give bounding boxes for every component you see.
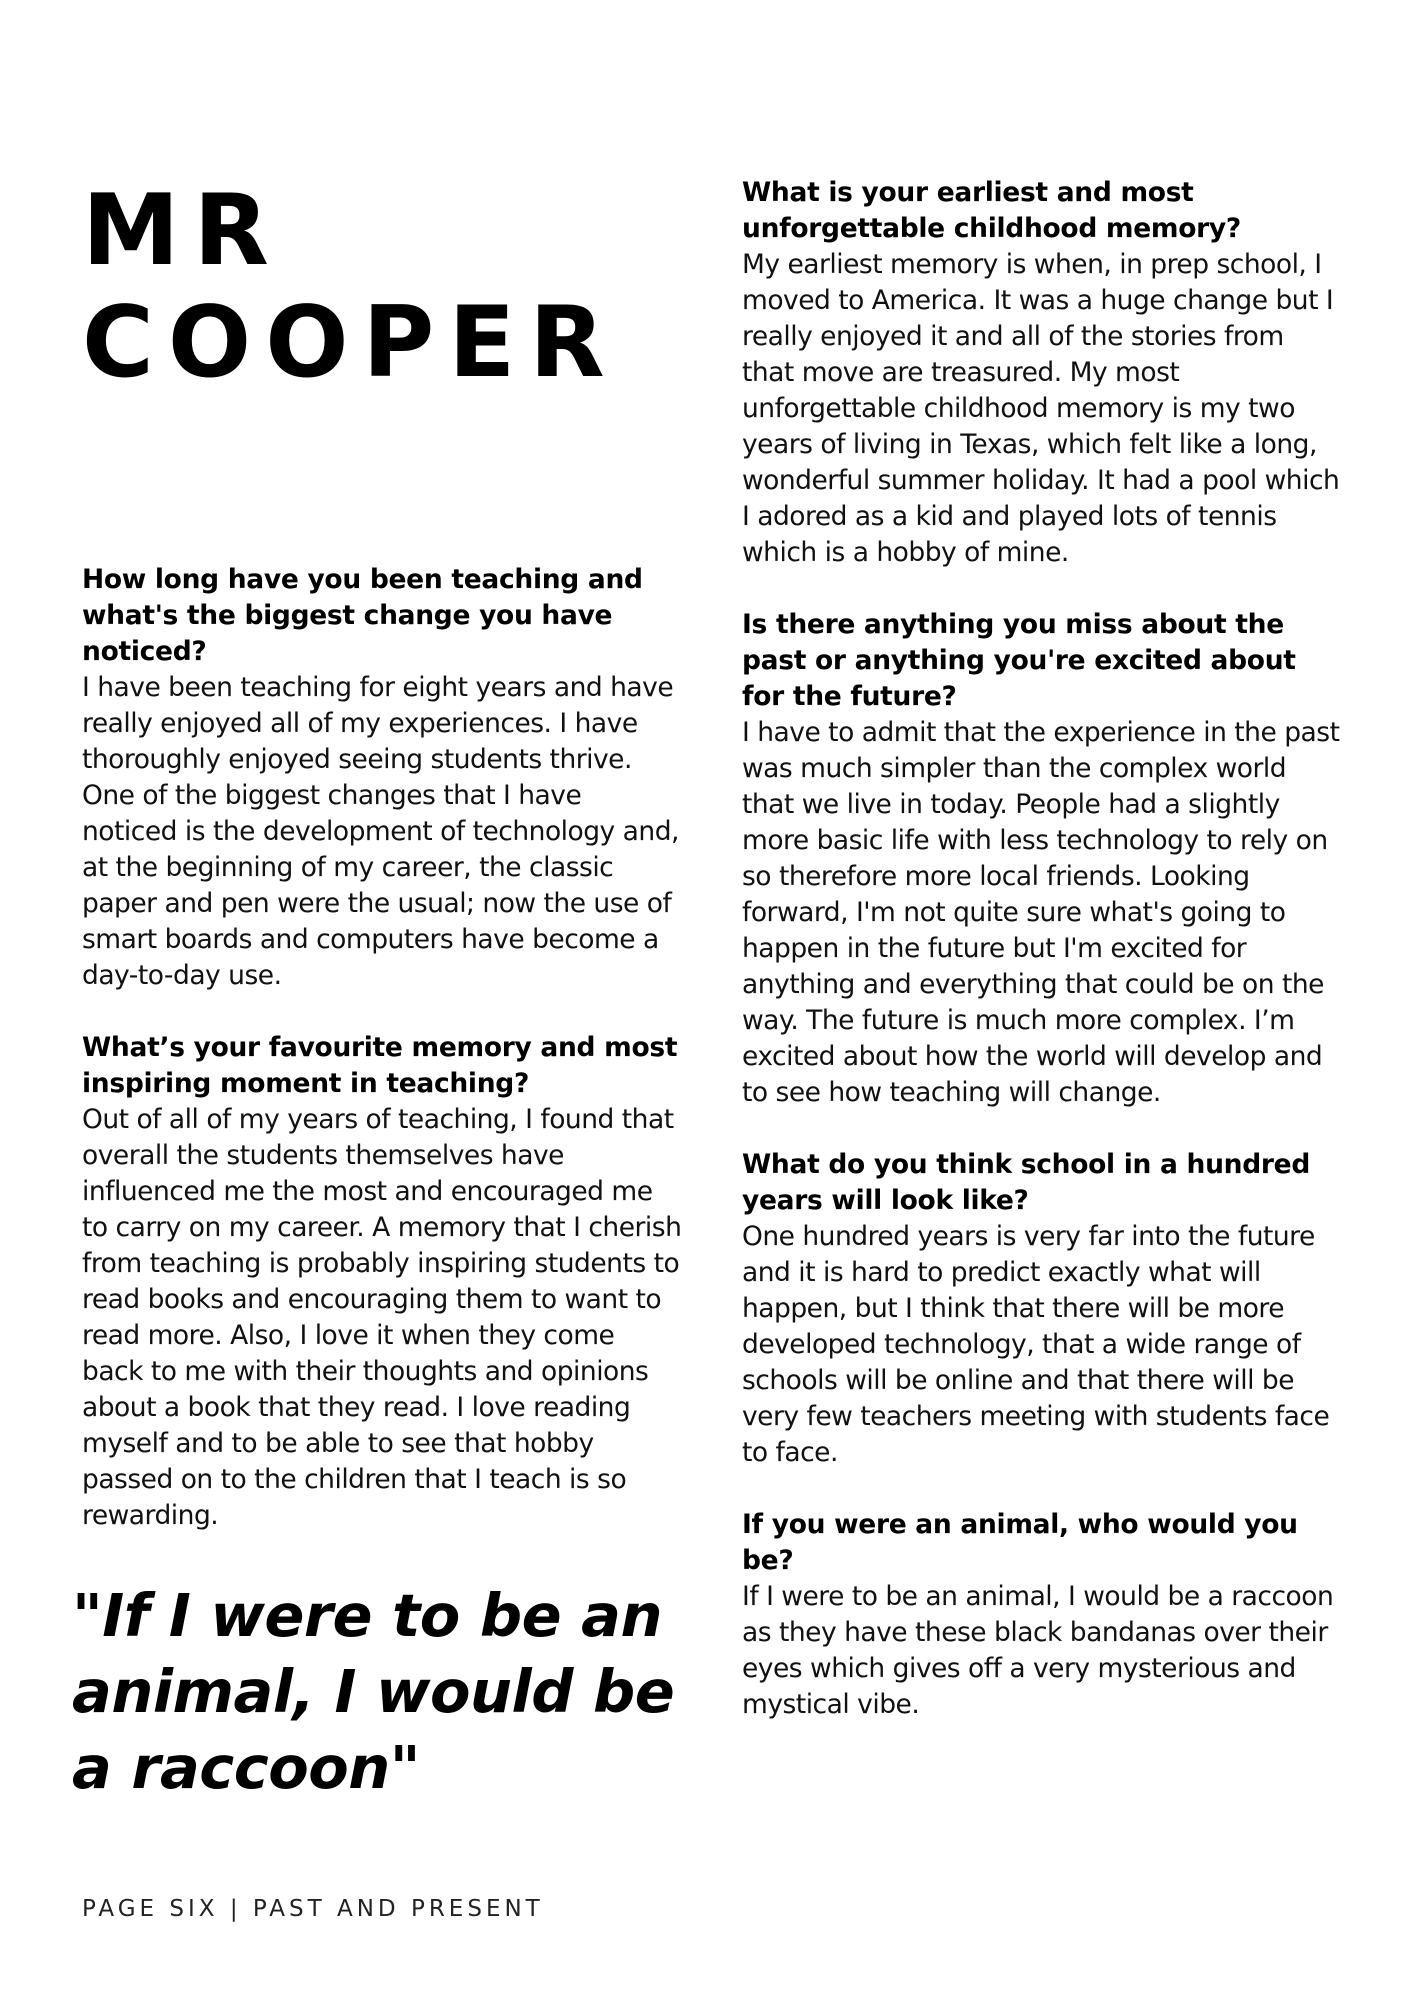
page-footer: PAGE SIX | PAST AND PRESENT xyxy=(82,1896,544,1922)
pull-quote: "If I were to be an animal, I would be a raccoon" xyxy=(72,1581,675,1802)
answer: One hundred years is very far into the future and it is hard to predict exactly what will happen, but I think that there will be more developed technology, that a wide range of schools will be online and that there will be very few teachers meeting with students face to face. xyxy=(742,1221,1330,1468)
title-line-1: MR xyxy=(82,174,283,288)
answer: Out of all of my years of teaching, I found that overall the students themselves have influenced me the most and encouraged me to carry on my career. A memory that I cherish from teaching is probably inspiring students to read books and encouraging them to want to read more. Also, I love it when they come back to me with their thoughts and opinions about a book that they read. I love reading myself and to be able to see that hobby passed on to the children that I teach is so rewarding. xyxy=(82,1104,682,1531)
question: What’s your favourite memory and most inspiring moment in teaching? xyxy=(82,1032,678,1099)
qa-block xyxy=(742,175,1342,571)
question: How long have you been teaching and what's the biggest change you have noticed? xyxy=(82,564,643,667)
qa-block xyxy=(82,1030,682,1534)
qa-block xyxy=(742,607,1342,1111)
answer: If I were to be an animal, I would be a raccoon as they have these black bandanas over their eyes which gives off a very mysterious and mystical vibe. xyxy=(742,1581,1334,1720)
question: What do you think school in a hundred years will look like? xyxy=(742,1149,1311,1216)
page-title xyxy=(82,175,619,399)
left-column xyxy=(82,562,682,1570)
question: If you were an animal, who would you be? xyxy=(742,1509,1298,1576)
title-line-2: COOPER xyxy=(82,286,619,400)
question: What is your earliest and most unforgettable childhood memory? xyxy=(742,177,1241,244)
question: Is there anything you miss about the past or anything you're excited about for the future? xyxy=(742,609,1296,712)
answer: I have been teaching for eight years and have really enjoyed all of my experiences. I have thoroughly enjoyed seeing students thrive. One of the biggest changes that I have noticed is the development of technology and, at the beginning of my career, the classic paper and pen were the usual; now the use of smart boards and computers have become a day-to-day use. xyxy=(82,672,679,991)
answer: My earliest memory is when, in prep school, I moved to America. It was a huge change but I really enjoyed it and all of the stories from that move are treasured. My most unforgettable childhood memory is my two years of living in Texas, which felt like a long, wonderful summer holiday. It had a pool which I adored as a kid and played lots of tennis which is a hobby of mine. xyxy=(742,249,1340,568)
answer: I have to admit that the experience in the past was much simpler than the complex world that we live in today. People had a slightly more basic life with less technology to rely on so therefore more local friends. Looking forward, I'm not quite sure what's going to happen in the future but I'm excited for anything and everything that could be on the way. The future is much more complex. I’m excited about how the world will develop and to see how teaching will change. xyxy=(742,717,1340,1108)
qa-block xyxy=(742,1507,1342,1723)
right-column xyxy=(742,175,1342,1759)
qa-block xyxy=(82,562,682,994)
qa-block xyxy=(742,1147,1342,1471)
